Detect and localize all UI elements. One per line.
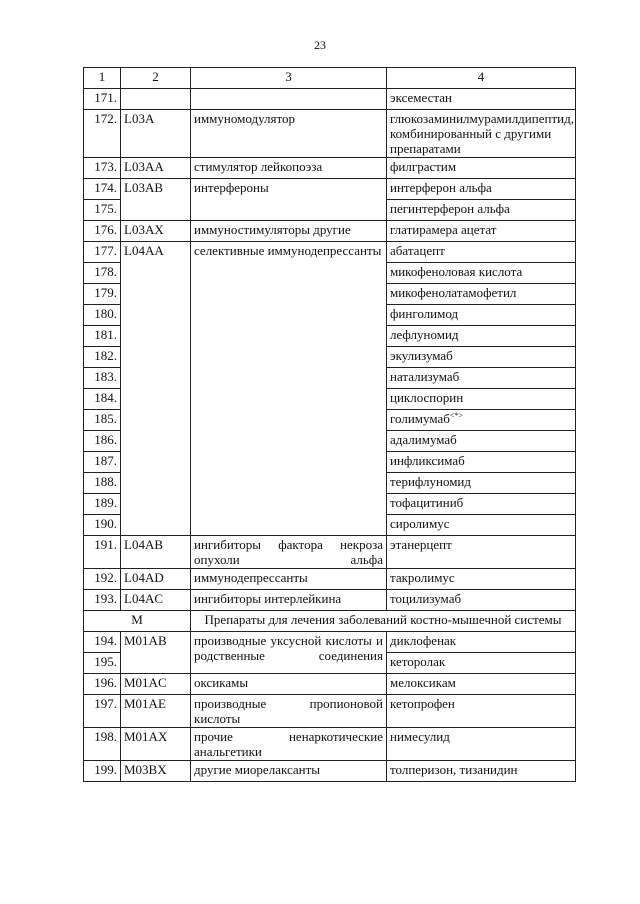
drug-name [387, 263, 576, 284]
drug-text: циклоспорин [390, 390, 464, 405]
drug-name [387, 410, 576, 431]
row-number: 181. [84, 326, 121, 347]
drug-name [387, 590, 576, 611]
row-number: 180. [84, 305, 121, 326]
atc-code: L04AC [121, 590, 191, 611]
row-number: 192. [84, 569, 121, 590]
atc-code: L04AA [121, 242, 191, 536]
header-cell: 4 [387, 68, 576, 89]
drug-text: кеторолак [390, 654, 446, 669]
drug-name [387, 431, 576, 452]
row-number: 187. [84, 452, 121, 473]
drug-text: толперизон, тизанидин [390, 762, 518, 777]
drug-name [387, 389, 576, 410]
drug-name [387, 305, 576, 326]
table-row [84, 536, 576, 569]
drug-text: инфликсимаб [390, 453, 465, 468]
row-number: 184. [84, 389, 121, 410]
group-name: другие миорелаксанты [191, 761, 387, 782]
drug-name [387, 347, 576, 368]
atc-code: L03A [121, 110, 191, 158]
section-code: M [84, 611, 191, 632]
atc-code: L04AB [121, 536, 191, 569]
drug-name [387, 494, 576, 515]
table-row [84, 674, 576, 695]
drug-text: лефлуномид [390, 327, 459, 342]
table-row [84, 728, 576, 761]
drug-text: такролимус [390, 570, 455, 585]
row-number: 172. [84, 110, 121, 158]
group-name: прочие ненаркотические анальгетики [191, 728, 387, 761]
group-name: ингибиторы фактора некроза опухоли альфа [191, 536, 387, 569]
row-number: 178. [84, 263, 121, 284]
drug-name [387, 728, 576, 761]
row-number: 186. [84, 431, 121, 452]
row-number: 185. [84, 410, 121, 431]
group-name: иммуномодулятор [191, 110, 387, 158]
drug-text: абатацепт [390, 243, 445, 258]
atc-code: M01AE [121, 695, 191, 728]
row-number: 199. [84, 761, 121, 782]
row-number: 190. [84, 515, 121, 536]
row-number: 196. [84, 674, 121, 695]
atc-code: L03AA [121, 158, 191, 179]
group-name: селективные иммунодепрессанты [191, 242, 387, 536]
drug-name [387, 158, 576, 179]
drug-text: эксеместан [390, 90, 452, 105]
row-number: 193. [84, 590, 121, 611]
atc-code: M01AB [121, 632, 191, 674]
table-row [84, 221, 576, 242]
row-number: 174. [84, 179, 121, 200]
drug-text: микофеноловая кислота [390, 264, 523, 279]
row-number: 195. [84, 653, 121, 674]
row-number: 176. [84, 221, 121, 242]
row-number: 177. [84, 242, 121, 263]
drug-name [387, 632, 576, 653]
drug-text: глатирамера ацетат [390, 222, 497, 237]
drug-text: тофацитиниб [390, 495, 464, 510]
table-row [84, 158, 576, 179]
drug-name [387, 674, 576, 695]
atc-code: M01AC [121, 674, 191, 695]
atc-code: L03AX [121, 221, 191, 242]
group-name: иммунодепрессанты [191, 569, 387, 590]
drug-name [387, 473, 576, 494]
drug-name [387, 242, 576, 263]
drug-text: адалимумаб [390, 432, 457, 447]
group-name [191, 89, 387, 110]
group-name: производные уксусной кислоты и родственные соединения [191, 632, 387, 674]
table-row [84, 179, 576, 200]
row-number: 171. [84, 89, 121, 110]
row-number: 173. [84, 158, 121, 179]
drug-text: терифлуномид [390, 474, 472, 489]
drug-name [387, 284, 576, 305]
drug-name [387, 695, 576, 728]
drug-text: финголимод [390, 306, 459, 321]
drug-text: натализумаб [390, 369, 460, 384]
drug-name [387, 515, 576, 536]
drug-text: сиролимус [390, 516, 450, 531]
header-cell: 2 [121, 68, 191, 89]
atc-code: M01AX [121, 728, 191, 761]
drug-text: пегинтерферон альфа [390, 201, 510, 216]
table-row [84, 761, 576, 782]
drug-text: кетопрофен [390, 696, 455, 711]
atc-code: L04AD [121, 569, 191, 590]
page-number: 23 [314, 38, 326, 52]
table-row [84, 242, 576, 263]
group-name: иммуностимуляторы другие [191, 221, 387, 242]
row-number: 194. [84, 632, 121, 653]
drug-name [387, 89, 576, 110]
drug-name [387, 179, 576, 200]
drug-name [387, 536, 576, 569]
header-cell: 1 [84, 68, 121, 89]
table-row [84, 569, 576, 590]
header-row [84, 68, 576, 89]
row-number: 183. [84, 368, 121, 389]
drug-text: голимумаб [390, 411, 450, 426]
table-row [84, 632, 576, 653]
drug-text: интерферон альфа [390, 180, 492, 195]
row-number: 197. [84, 695, 121, 728]
drug-name [387, 326, 576, 347]
group-name: оксикамы [191, 674, 387, 695]
group-name: стимулятор лейкопоэза [191, 158, 387, 179]
row-number: 191. [84, 536, 121, 569]
drug-text: нимесулид [390, 729, 450, 744]
drug-text: глюкозаминилмурамилдипептид, комбинированный с другими препаратами [390, 111, 574, 156]
drug-table [83, 67, 576, 782]
row-number: 198. [84, 728, 121, 761]
drug-name [387, 569, 576, 590]
drug-text: экулизумаб [390, 348, 453, 363]
table-row [84, 110, 576, 158]
drug-text: мелоксикам [390, 675, 456, 690]
row-number: 189. [84, 494, 121, 515]
drug-text: тоцилизумаб [390, 591, 462, 606]
section-title: Препараты для лечения заболеваний костно-мышечной системы [191, 611, 576, 632]
table-row [84, 89, 576, 110]
section-row [84, 611, 576, 632]
group-name: интерфероны [191, 179, 387, 221]
table-row [84, 590, 576, 611]
drug-text: этанерцепт [390, 537, 452, 552]
row-number: 188. [84, 473, 121, 494]
atc-code: L03AB [121, 179, 191, 221]
drug-name [387, 200, 576, 221]
table-row [84, 695, 576, 728]
drug-name [387, 761, 576, 782]
footnote-marker: <*> [449, 411, 463, 420]
row-number: 179. [84, 284, 121, 305]
drug-text: микофенолатамофетил [390, 285, 517, 300]
drug-name [387, 452, 576, 473]
drug-text: диклофенак [390, 633, 457, 648]
atc-code: M03BX [121, 761, 191, 782]
drug-text: филграстим [390, 159, 457, 174]
drug-name [387, 110, 576, 158]
drug-name [387, 653, 576, 674]
atc-code [121, 89, 191, 110]
drug-name [387, 221, 576, 242]
header-cell: 3 [191, 68, 387, 89]
group-name: производные пропионовой кислоты [191, 695, 387, 728]
drug-name [387, 368, 576, 389]
row-number: 175. [84, 200, 121, 221]
group-name: ингибиторы интерлейкина [191, 590, 387, 611]
row-number: 182. [84, 347, 121, 368]
